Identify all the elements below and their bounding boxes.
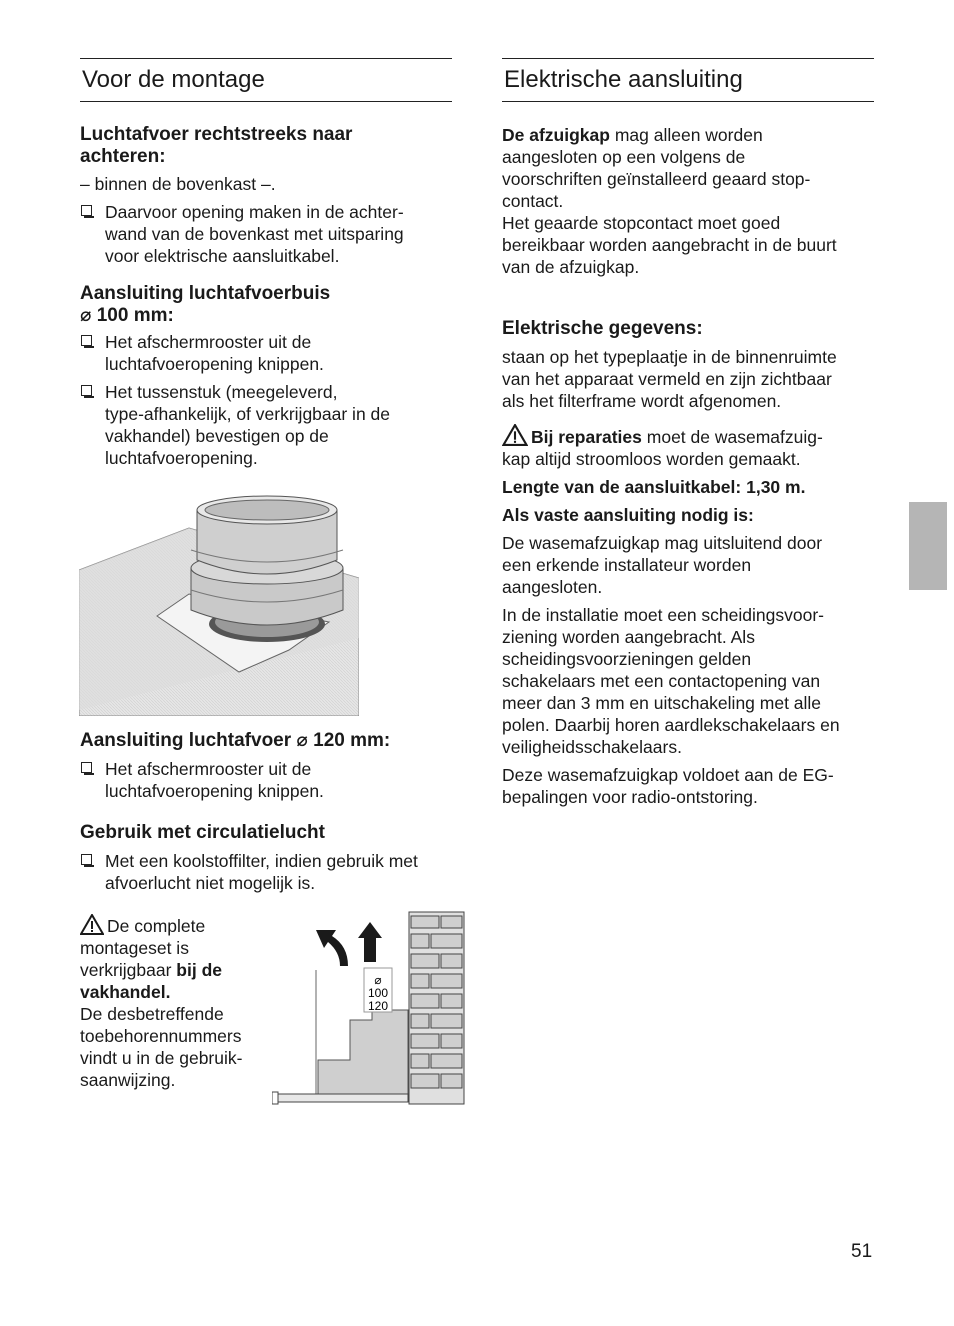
- right-column: [502, 58, 874, 808]
- heading-elektrische-gegevens: Elektrische gegevens:: [502, 318, 703, 339]
- checkbox-icon: [81, 854, 92, 865]
- diameter-symbol: ⌀: [374, 973, 382, 987]
- scheiding-paragraph: In de installatie moet een scheidingsvoor- ziening worden aangebracht. Als scheidingsvoorzieningen gelden schakelaars met een contactopening van meer dan 3 mm en uitschakeling met alle polen. Daarbij horen aardlekschakelaars en veiligheidsschakelaars.: [502, 605, 840, 757]
- checkbox-icon: [81, 762, 92, 773]
- installateur-paragraph: De wasemafzuigkap mag uitsluitend door een erkende installateur worden aangesloten.: [502, 533, 823, 597]
- page-number: 51: [851, 1241, 873, 1262]
- kabel-length: Lengte van de aansluitkabel: 1,30 m.: [502, 477, 806, 497]
- up-arrow-icon: [358, 922, 382, 962]
- heading-aansluiting-100: Aansluiting luchtafvoerbuis ⌀ 100 mm:: [80, 283, 331, 326]
- checklist-item: Daarvoor opening maken in de achter- wand van de bovenkast met uitsparing voor elektrische aansluitkabel.: [80, 201, 452, 267]
- gegevens-paragraph: staan op het typeplaatje in de binnenruimte van het apparaat vermeld en zijn zichtbaar als het filterframe wordt afgenomen.: [502, 347, 837, 411]
- checklist-item: Met een koolstoffilter, indien gebruik met afvoerlucht niet mogelijk is.: [80, 850, 452, 894]
- eg-paragraph: Deze wasemafzuigkap voldoet aan de EG- bepalingen voor radio-ontstoring.: [502, 765, 834, 807]
- checklist-item: Het tussenstuk (meegeleverd, type-afhankelijk, of verkrijgbaar in de vakhandel) bevestigen op de luchtafvoeropening.: [80, 381, 452, 469]
- chapter-tab: [909, 502, 947, 590]
- checkbox-icon: [81, 205, 92, 216]
- heading-aansluiting-120: Aansluiting luchtafvoer ⌀ 120 mm:: [80, 730, 391, 751]
- checkbox-icon: [81, 385, 92, 396]
- afzuigkap-paragraph: De afzuigkap mag alleen worden aangesloten op een volgens de voorschriften geïnstalleerd geaard stop- contact. Het geaarde stopcontact moet goed bereikbaar worden aangebracht in de buurt van de afzuigkap.: [502, 125, 837, 277]
- checklist-item: Het afschermrooster uit de luchtafvoeropening knippen.: [80, 331, 452, 375]
- curved-arrow-icon: [316, 930, 348, 966]
- checklist-item: Het afschermrooster uit de luchtafvoeropening knippen.: [80, 758, 452, 802]
- montageset-note: De complete montageset is verkrijgbaar bij de vakhandel. De desbetreffende toebehorennummers vindt u in de gebruik- saanwijzing.: [80, 916, 243, 1090]
- heading-luchtafvoer: Luchtafvoer rechtstreeks naar achteren:: [80, 124, 353, 167]
- left-column: [80, 58, 452, 1174]
- diameter-100-label: 100: [367, 986, 389, 1000]
- hood-duct-illustration: [79, 490, 359, 716]
- section-title-elektrische-aansluiting: Elektrische aansluiting: [502, 58, 874, 102]
- warning-icon: [502, 424, 528, 446]
- checkbox-icon: [81, 335, 92, 346]
- warning-icon: [80, 914, 104, 935]
- diameter-120-label: 120: [367, 999, 389, 1013]
- section-title-voor-de-montage: Voor de montage: [80, 58, 452, 102]
- reparaties-warning: Bij reparaties moet de wasemafzuig- kap altijd stroomloos worden gemaakt.: [502, 424, 874, 470]
- vaste-aansluiting-heading: Als vaste aansluiting nodig is:: [502, 505, 754, 525]
- intro-binnen-bovenkast: – binnen de bovenkast –.: [80, 174, 276, 194]
- heading-circulatielucht: Gebruik met circulatielucht: [80, 822, 325, 843]
- circulation-diagram: [272, 910, 467, 1110]
